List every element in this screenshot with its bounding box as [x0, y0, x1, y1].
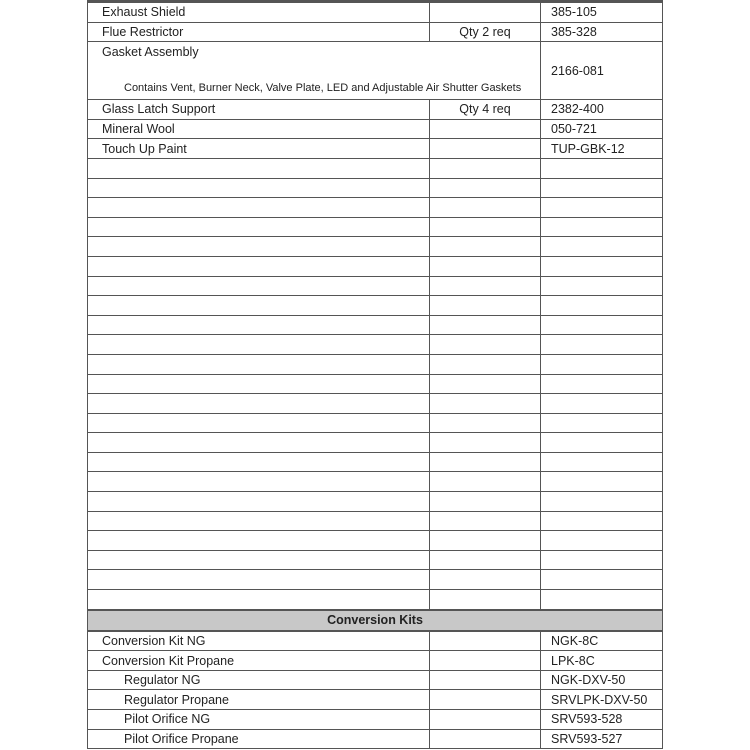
kit-qty — [430, 651, 541, 671]
kit-qty — [430, 670, 541, 690]
empty-row — [88, 452, 663, 472]
part-note: Contains Vent, Burner Neck, Valve Plate, LED and Adjustable Air Shutter Gaskets — [124, 82, 522, 95]
part-qty — [430, 119, 541, 139]
table-row — [88, 729, 663, 749]
empty-row — [88, 570, 663, 590]
part-qty — [430, 139, 541, 159]
part-qty: Qty 4 req — [430, 100, 541, 120]
kit-qty — [430, 729, 541, 749]
kit-part-number: SRV593-527 — [541, 729, 663, 749]
empty-row — [88, 217, 663, 237]
kit-part-number: LPK-8C — [541, 651, 663, 671]
empty-cell — [430, 472, 541, 492]
empty-row — [88, 413, 663, 433]
empty-row — [88, 315, 663, 335]
part-qty — [430, 2, 541, 23]
empty-cell — [88, 178, 430, 198]
section-title: Conversion Kits — [88, 610, 663, 631]
empty-cell — [88, 570, 430, 590]
empty-cell — [430, 256, 541, 276]
empty-cell — [88, 217, 430, 237]
empty-cell — [430, 315, 541, 335]
part-name: Flue Restrictor — [88, 22, 430, 42]
empty-cell — [430, 590, 541, 610]
empty-cell — [430, 178, 541, 198]
gasket-assembly-cell — [88, 42, 541, 100]
empty-cell — [541, 413, 663, 433]
empty-cell — [88, 433, 430, 453]
kit-name: Pilot Orifice NG — [88, 710, 430, 730]
empty-cell — [541, 570, 663, 590]
empty-cell — [88, 472, 430, 492]
empty-cell — [88, 511, 430, 531]
empty-cell — [430, 492, 541, 512]
empty-row — [88, 198, 663, 218]
empty-row — [88, 433, 663, 453]
empty-cell — [88, 158, 430, 178]
empty-cell — [88, 315, 430, 335]
part-name: Gasket Assembly — [102, 45, 199, 60]
kit-qty — [430, 710, 541, 730]
table-row — [88, 2, 663, 23]
empty-row — [88, 296, 663, 316]
empty-cell — [430, 276, 541, 296]
part-number: 385-105 — [541, 2, 663, 23]
part-number: TUP-GBK-12 — [541, 139, 663, 159]
empty-row — [88, 158, 663, 178]
kit-part-number: SRV593-528 — [541, 710, 663, 730]
parts-list-sheet — [87, 0, 662, 749]
empty-cell — [88, 452, 430, 472]
empty-cell — [541, 296, 663, 316]
empty-cell — [541, 374, 663, 394]
table-row — [88, 631, 663, 651]
part-number: 2166-081 — [541, 42, 663, 100]
part-name: Touch Up Paint — [88, 139, 430, 159]
empty-cell — [88, 394, 430, 414]
part-qty: Qty 2 req — [430, 22, 541, 42]
empty-row — [88, 531, 663, 551]
empty-row — [88, 590, 663, 610]
empty-cell — [430, 335, 541, 355]
empty-cell — [430, 413, 541, 433]
table-row — [88, 42, 663, 100]
empty-row — [88, 394, 663, 414]
empty-cell — [88, 374, 430, 394]
empty-cell — [88, 296, 430, 316]
part-number: 385-328 — [541, 22, 663, 42]
empty-row — [88, 335, 663, 355]
empty-cell — [541, 550, 663, 570]
table-row — [88, 710, 663, 730]
empty-cell — [430, 217, 541, 237]
table-row — [88, 100, 663, 120]
empty-cell — [541, 354, 663, 374]
empty-cell — [541, 158, 663, 178]
table-row — [88, 139, 663, 159]
part-number: 2382-400 — [541, 100, 663, 120]
empty-row — [88, 550, 663, 570]
table-row — [88, 22, 663, 42]
kit-part-number: NGK-8C — [541, 631, 663, 651]
part-number: 050-721 — [541, 119, 663, 139]
empty-cell — [430, 394, 541, 414]
part-name: Glass Latch Support — [88, 100, 430, 120]
empty-cell — [541, 276, 663, 296]
empty-cell — [430, 452, 541, 472]
empty-cell — [541, 217, 663, 237]
table-row — [88, 651, 663, 671]
empty-cell — [541, 178, 663, 198]
empty-cell — [430, 158, 541, 178]
empty-cell — [541, 198, 663, 218]
empty-row — [88, 472, 663, 492]
parts-table — [87, 0, 663, 749]
empty-row — [88, 256, 663, 276]
empty-cell — [541, 433, 663, 453]
kit-qty — [430, 631, 541, 651]
empty-cell — [541, 590, 663, 610]
empty-cell — [541, 394, 663, 414]
empty-row — [88, 237, 663, 257]
kit-name: Conversion Kit NG — [88, 631, 430, 651]
empty-cell — [430, 198, 541, 218]
section-header-conversion-kits — [88, 610, 663, 631]
empty-row — [88, 374, 663, 394]
empty-cell — [88, 276, 430, 296]
empty-cell — [88, 256, 430, 276]
empty-row — [88, 178, 663, 198]
empty-cell — [541, 315, 663, 335]
kit-qty — [430, 690, 541, 710]
empty-cell — [430, 296, 541, 316]
empty-cell — [88, 413, 430, 433]
empty-cell — [88, 492, 430, 512]
empty-cell — [430, 531, 541, 551]
empty-cell — [541, 472, 663, 492]
part-name: Mineral Wool — [88, 119, 430, 139]
empty-cell — [88, 550, 430, 570]
empty-cell — [541, 335, 663, 355]
empty-cell — [88, 590, 430, 610]
empty-cell — [88, 354, 430, 374]
empty-row — [88, 511, 663, 531]
table-row — [88, 119, 663, 139]
parts-table-body — [88, 2, 663, 749]
kit-name: Pilot Orifice Propane — [88, 729, 430, 749]
empty-cell — [88, 335, 430, 355]
empty-cell — [541, 237, 663, 257]
empty-cell — [541, 256, 663, 276]
empty-row — [88, 492, 663, 512]
kit-part-number: NGK-DXV-50 — [541, 670, 663, 690]
empty-cell — [430, 354, 541, 374]
part-name: Exhaust Shield — [88, 2, 430, 23]
empty-cell — [88, 237, 430, 257]
kit-part-number: SRVLPK-DXV-50 — [541, 690, 663, 710]
empty-cell — [430, 433, 541, 453]
empty-cell — [88, 198, 430, 218]
empty-cell — [541, 452, 663, 472]
empty-cell — [541, 511, 663, 531]
empty-cell — [430, 570, 541, 590]
empty-cell — [430, 550, 541, 570]
table-row — [88, 670, 663, 690]
empty-cell — [430, 237, 541, 257]
table-row — [88, 690, 663, 710]
empty-cell — [88, 531, 430, 551]
empty-cell — [541, 492, 663, 512]
empty-cell — [430, 374, 541, 394]
kit-name: Conversion Kit Propane — [88, 651, 430, 671]
empty-row — [88, 276, 663, 296]
kit-name: Regulator NG — [88, 670, 430, 690]
kit-name: Regulator Propane — [88, 690, 430, 710]
empty-row — [88, 354, 663, 374]
empty-cell — [430, 511, 541, 531]
empty-cell — [541, 531, 663, 551]
